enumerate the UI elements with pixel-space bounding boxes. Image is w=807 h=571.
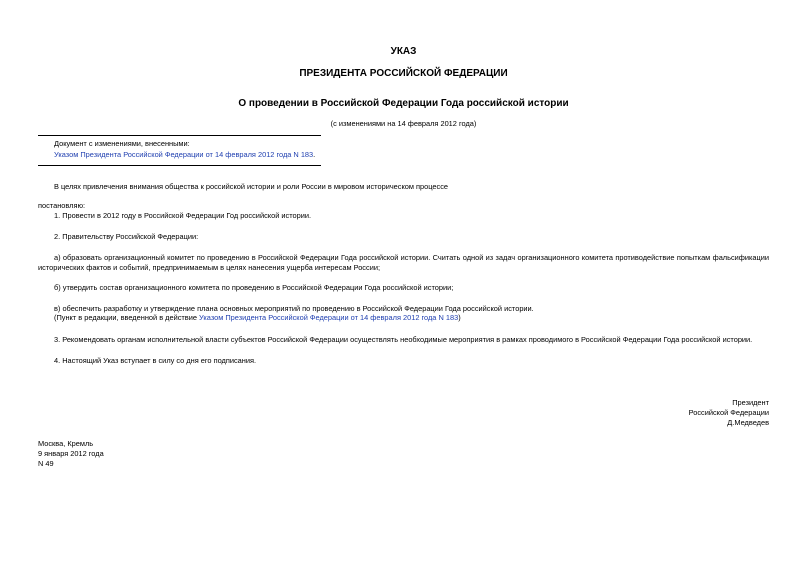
item-4: 4. Настоящий Указ вступает в силу со дня его подписания.: [54, 356, 257, 365]
place: Москва, Кремль: [38, 439, 94, 448]
decree-subject: О проведении в Российской Федерации Года российской истории: [238, 98, 569, 109]
item-2b: б) утвердить состав организационного комитета по проведению в Российской Федерации Года российской истории;: [54, 283, 454, 292]
signature-name: Д.Медведев: [727, 418, 769, 427]
resolved: постановляю:: [38, 201, 86, 210]
decree-issuer: ПРЕЗИДЕНТА РОССИЙСКОЙ ФЕДЕРАЦИИ: [299, 68, 508, 79]
date: 9 января 2012 года: [38, 449, 104, 458]
signature-title: Президент: [732, 398, 769, 407]
amend-link[interactable]: Указом Президента Российской Федерации от 14 февраля 2012 года N 183: [54, 150, 314, 159]
changes-note: (с изменениями на 14 февраля 2012 года): [330, 119, 477, 128]
item-2v: в) обеспечить разработку и утверждение плана основных мероприятий по проведению в Российской Федерации Года российской истории.: [54, 304, 534, 313]
item-2: 2. Правительству Российской Федерации:: [54, 232, 199, 241]
amend-box-link-line: [54, 150, 315, 160]
item-2v-note: [54, 313, 461, 323]
decree-number: N 49: [38, 459, 54, 468]
note-link[interactable]: Указом Президента Российской Федерации от 14 февраля 2012 года N 183: [199, 313, 459, 322]
item-1: 1. Провести в 2012 году в Российской Федерации Год российской истории.: [54, 211, 312, 220]
item-2a: а) образовать организационный комитет по проведению в Российской Федерации Года российской истории. Считать одной из задач организационного комитета противодействие попыткам фальсификации исторических фактов и событий, предпринимаемым в целях нанесения ущерба интересам России;: [38, 253, 769, 272]
item-3: 3. Рекомендовать органам исполнительной власти субъектов Российской Федерации осуществлять необходимые мероприятия в рамках проводимого в Российской Федерации Года российской истории.: [54, 335, 753, 344]
amend-box-bottom-rule: [38, 165, 321, 166]
amend-box-caption: Документ с изменениями, внесенными:: [54, 139, 190, 148]
note-suffix: ): [458, 313, 461, 322]
note-prefix: (Пункт в редакции, введенной в действие: [54, 313, 200, 322]
amend-box-top-rule: [38, 135, 321, 136]
amend-link-tail: .: [313, 150, 316, 159]
signature-org: Российской Федерации: [688, 408, 769, 417]
decree-title: УКАЗ: [390, 46, 417, 57]
preamble: В целях привлечения внимания общества к российской истории и роли России в мировом историческом процессе: [54, 182, 449, 191]
